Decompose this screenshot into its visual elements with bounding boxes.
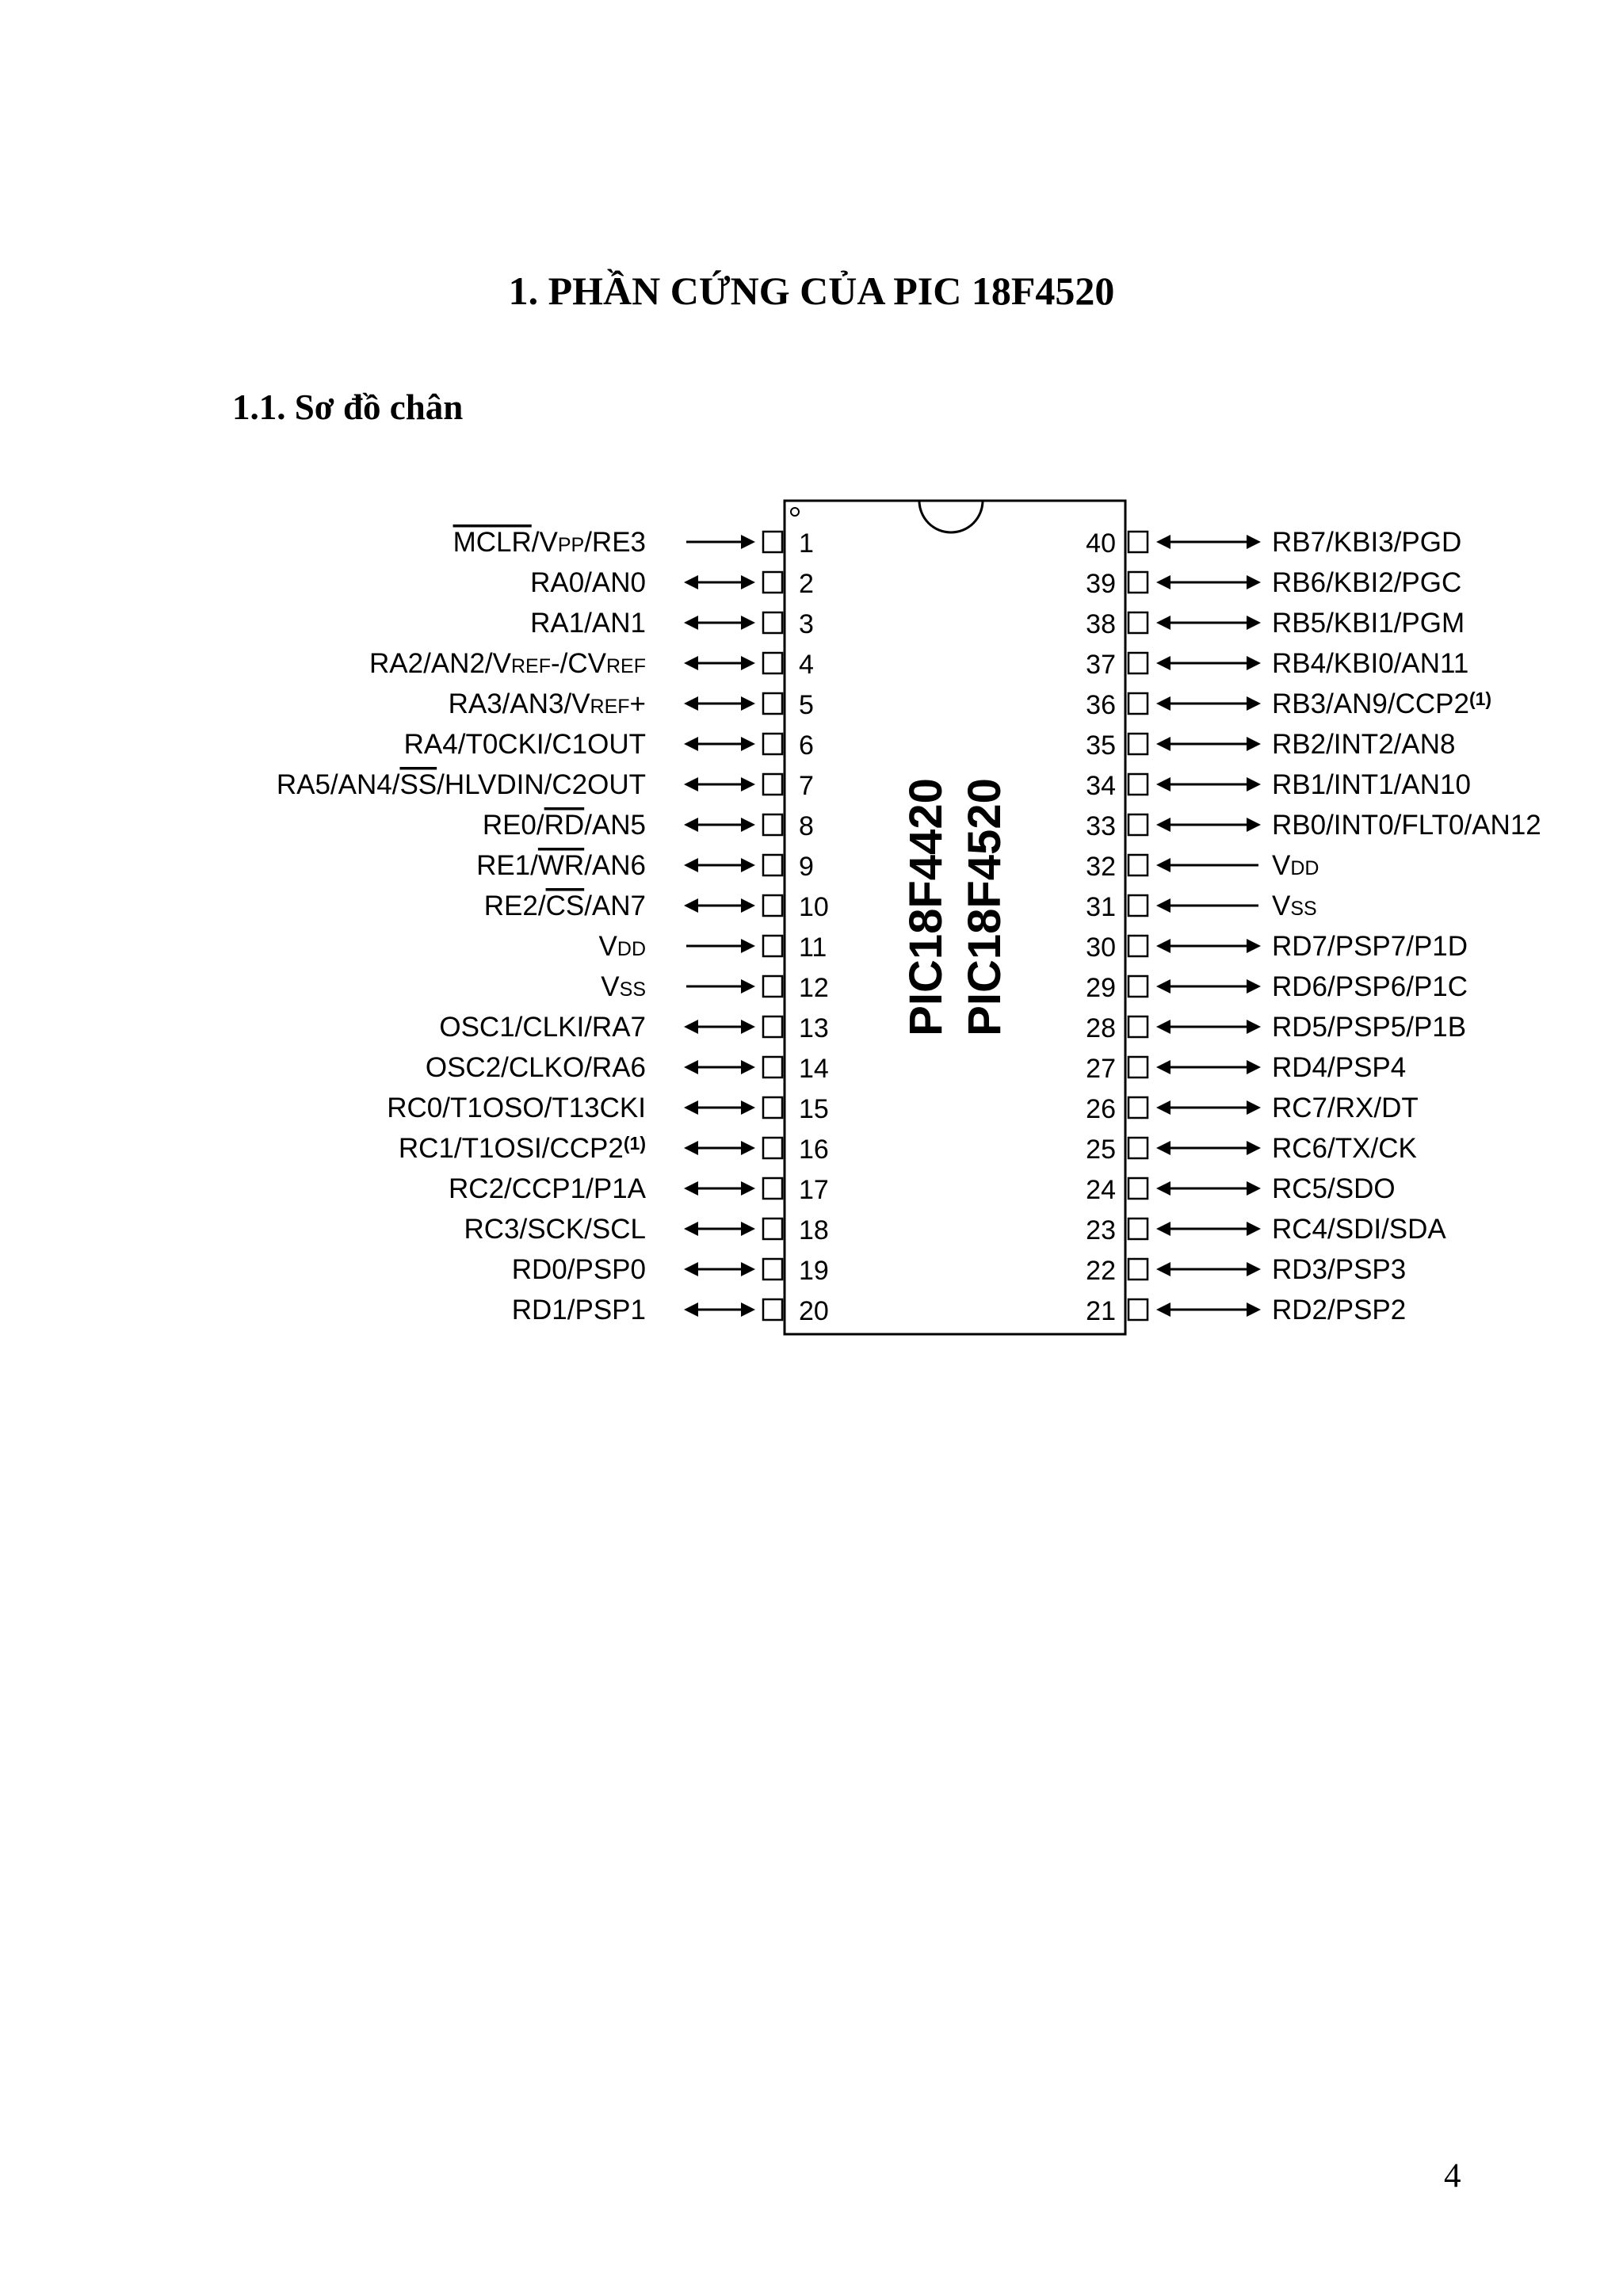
pin-pad [1128, 1219, 1148, 1239]
chip-name-4420: PIC18F4420 [900, 778, 952, 1036]
label-seg: RB3/AN9/CCP2 [1272, 688, 1469, 719]
pin-pad [1128, 976, 1148, 997]
pin-label [404, 729, 646, 760]
pin-number: 35 [1086, 730, 1116, 761]
pin-pad [1128, 572, 1148, 593]
pin-label [453, 527, 646, 558]
pin-23 [1086, 1214, 1446, 1245]
pin-number: 34 [1086, 771, 1116, 801]
label-seg: OSC1/CLKI/RA7 [439, 1012, 646, 1043]
label-seg: DD [617, 938, 646, 960]
pin-label [1272, 1012, 1466, 1043]
pin-label [1272, 971, 1468, 1002]
pin-label [1272, 729, 1455, 760]
pin-label [1272, 527, 1461, 558]
pin-35 [1086, 729, 1455, 761]
pin-pad [1128, 612, 1148, 633]
label-seg: (1) [1468, 688, 1492, 709]
label-seg: RB5/KBI1/PGM [1272, 608, 1465, 639]
label-seg: WR [537, 850, 585, 881]
label-seg: RA0/AN0 [530, 567, 646, 598]
label-seg: -/CV [551, 648, 606, 679]
label-seg: RC4/SDI/SDA [1272, 1214, 1446, 1245]
label-seg: RB7/KBI3/PGD [1272, 527, 1462, 558]
pin-37 [1086, 648, 1468, 680]
pin-label [1272, 648, 1468, 679]
pin-34 [1086, 769, 1471, 801]
pin-number: 15 [799, 1094, 829, 1124]
pin-5 [449, 688, 814, 720]
pin-label [1272, 1133, 1417, 1164]
label-seg: SS [1290, 898, 1317, 920]
pin-11 [599, 931, 827, 963]
label-seg: /HLVDIN/C2OUT [437, 769, 646, 800]
pin-pad [1128, 1259, 1148, 1280]
pin-label [1272, 1052, 1406, 1083]
label-seg: RC6/TX/CK [1272, 1133, 1417, 1164]
pin-2 [530, 567, 814, 599]
pin-label [464, 1214, 646, 1245]
label-seg: RA5/AN4/ [276, 769, 400, 800]
pin-pad [1128, 855, 1148, 875]
label-seg: RB2/INT2/AN8 [1272, 729, 1456, 760]
label-seg: RA1/AN1 [530, 608, 646, 639]
pin-pad [1128, 532, 1148, 552]
pin-label [1272, 891, 1317, 921]
pin-number: 13 [799, 1013, 829, 1043]
pin-number: 3 [799, 609, 814, 639]
label-seg: RC5/SDO [1272, 1173, 1396, 1204]
label-seg: /RE3 [584, 527, 646, 558]
pin-30 [1086, 931, 1468, 963]
pin-number: 6 [799, 730, 814, 761]
pin-15 [387, 1093, 829, 1124]
pin-4 [369, 648, 814, 680]
label-seg: CS [545, 891, 585, 921]
label-seg: RE0/ [482, 810, 544, 841]
pin-number: 28 [1086, 1013, 1116, 1043]
pin-pad [1128, 1138, 1148, 1158]
pin-label [1272, 567, 1461, 598]
pin-pad [763, 976, 782, 997]
label-seg: RC1/T1OSI/CCP2 [398, 1133, 624, 1164]
pin-label [1272, 688, 1491, 719]
pin-label [1272, 1214, 1446, 1245]
pin-1 [453, 527, 814, 559]
pin-number: 8 [799, 811, 814, 841]
label-seg: SS [619, 978, 646, 1001]
label-seg: RD0/PSP0 [511, 1254, 646, 1285]
pin-label [599, 931, 646, 962]
pin-12 [601, 971, 829, 1003]
pin-label [426, 1052, 646, 1083]
pin-number: 39 [1086, 569, 1116, 599]
pin-label [484, 891, 646, 921]
label-seg: RC3/SCK/SCL [464, 1214, 646, 1245]
pin-21 [1086, 1295, 1406, 1326]
pin-29 [1086, 971, 1468, 1003]
label-seg: RC2/CCP1/P1A [449, 1173, 646, 1204]
pin-pad [1128, 1057, 1148, 1077]
pin-number: 20 [799, 1296, 829, 1326]
label-seg: REF [606, 655, 646, 677]
pin-pad [763, 936, 782, 956]
pin-pad [763, 1178, 782, 1199]
pin-label [369, 648, 646, 679]
label-seg: RB6/KBI2/PGC [1272, 567, 1462, 598]
pin-pad [1128, 936, 1148, 956]
label-seg: RC0/T1OSO/T13CKI [387, 1093, 646, 1123]
label-seg: + [629, 688, 646, 719]
pin-diagram [0, 475, 1623, 1347]
label-seg: RD5/PSP5/P1B [1272, 1012, 1467, 1043]
pin1-dot [791, 508, 799, 516]
pin-number: 26 [1086, 1094, 1116, 1124]
pin-label [277, 769, 646, 800]
label-seg: RE1/ [476, 850, 538, 881]
label-seg: /AN7 [584, 891, 646, 921]
pin-pad [763, 1097, 782, 1118]
pin-39 [1086, 567, 1461, 599]
pin-28 [1086, 1012, 1466, 1043]
pin-number: 33 [1086, 811, 1116, 841]
label-seg: RD7/PSP7/P1D [1272, 931, 1468, 962]
label-seg: RB1/INT1/AN10 [1272, 769, 1471, 800]
pin-number: 36 [1086, 690, 1116, 720]
pin-number: 17 [799, 1175, 829, 1205]
chip-body [785, 501, 1125, 1334]
label-seg: /AN5 [584, 810, 646, 841]
pin-label [530, 567, 646, 598]
pin-pad [763, 653, 782, 673]
label-seg: RC7/RX/DT [1272, 1093, 1419, 1123]
label-seg: RB4/KBI0/AN11 [1272, 648, 1469, 679]
pin-label [1272, 850, 1319, 881]
pin-number: 32 [1086, 852, 1116, 882]
label-seg: RD3/PSP3 [1272, 1254, 1407, 1285]
pin-number: 19 [799, 1256, 829, 1286]
pin-number: 18 [799, 1215, 829, 1245]
pin-31 [1086, 891, 1317, 922]
pin-label [483, 810, 646, 841]
pin-pad [763, 734, 782, 754]
pin-pad [1128, 1016, 1148, 1037]
pin-24 [1086, 1173, 1395, 1205]
label-seg: RE2/ [483, 891, 546, 921]
pin-number: 16 [799, 1135, 829, 1165]
pin-label [1272, 1173, 1396, 1204]
pin-label [530, 608, 646, 639]
pin-pad [1128, 1178, 1148, 1199]
pin-number: 12 [799, 973, 829, 1003]
pin-number: 38 [1086, 609, 1116, 639]
pin-number: 14 [799, 1054, 829, 1084]
section-heading: 1.1. Sơ đồ chân [232, 387, 464, 427]
label-seg: RA3/AN3/V [448, 688, 590, 719]
pin-label [512, 1295, 646, 1325]
pin-label [1272, 1295, 1406, 1325]
label-seg: RD2/PSP2 [1272, 1295, 1407, 1325]
pin-number: 7 [799, 771, 814, 801]
label-seg: RD6/PSP6/P1C [1272, 971, 1468, 1002]
pin-20 [512, 1295, 829, 1326]
pin-number: 4 [799, 650, 814, 680]
pin-36 [1086, 688, 1491, 720]
pin-label [449, 688, 646, 719]
pin-14 [426, 1052, 829, 1084]
label-seg: RD [544, 810, 585, 841]
pin-number: 37 [1086, 650, 1116, 680]
pin-number: 11 [799, 933, 827, 963]
pin-label [1272, 810, 1541, 841]
pin-label [1272, 1254, 1406, 1285]
pin-label [1272, 1093, 1419, 1123]
label-seg: MCLR [453, 527, 532, 558]
pin-9 [476, 850, 814, 882]
pin-pad [1128, 693, 1148, 714]
label-seg: REF [511, 655, 551, 677]
label-seg: RD1/PSP1 [511, 1295, 646, 1325]
pin-label [1272, 931, 1468, 962]
pin-number: 31 [1086, 892, 1116, 922]
label-seg: /AN6 [584, 850, 646, 881]
pin-13 [439, 1012, 828, 1043]
pin-40 [1086, 527, 1461, 559]
chip-name-4520: PIC18F4520 [959, 778, 1010, 1036]
pin-22 [1086, 1254, 1406, 1286]
pin-17 [449, 1173, 829, 1205]
pin-pad [763, 774, 782, 795]
pin-pad [1128, 1097, 1148, 1118]
pin-pad [763, 855, 782, 875]
pin-33 [1086, 810, 1541, 841]
pin-number: 30 [1086, 933, 1116, 963]
label-seg: V [1272, 850, 1291, 881]
pin-16 [399, 1133, 829, 1165]
pin-number: 10 [799, 892, 829, 922]
pin-pad [1128, 1299, 1148, 1320]
pin-pad [1128, 734, 1148, 754]
label-seg: REF [590, 696, 630, 718]
pin-18 [464, 1214, 828, 1245]
pin-pad [1128, 653, 1148, 673]
pin-number: 25 [1086, 1135, 1116, 1165]
pin-label [601, 971, 646, 1002]
pin-38 [1086, 608, 1465, 639]
pin-pad [763, 1057, 782, 1077]
pin-number: 23 [1086, 1215, 1116, 1245]
pin-label [512, 1254, 646, 1285]
pin-25 [1086, 1133, 1417, 1165]
pin-label [387, 1093, 646, 1123]
pin-pad [1128, 895, 1148, 916]
pin-pad [763, 1259, 782, 1280]
pin-pad [1128, 814, 1148, 835]
label-seg: V [1272, 891, 1291, 921]
pin-label [1272, 769, 1471, 800]
pin-label [399, 1133, 646, 1164]
pin-number: 9 [799, 852, 814, 882]
pin-pad [763, 693, 782, 714]
page-number: 4 [1444, 2157, 1461, 2195]
pin-number: 24 [1086, 1175, 1116, 1205]
label-seg: OSC2/CLKO/RA6 [425, 1052, 646, 1083]
pin-label [1272, 608, 1465, 639]
pin-pad [763, 1299, 782, 1320]
pin-pad [763, 532, 782, 552]
label-seg: RA4/T0CKI/C1OUT [403, 729, 646, 760]
pin-pad [1128, 774, 1148, 795]
pin-pad [763, 612, 782, 633]
pin-number: 27 [1086, 1054, 1116, 1084]
pin-label [476, 850, 646, 881]
pin-number: 21 [1086, 1296, 1116, 1326]
pin-number: 40 [1086, 528, 1116, 559]
label-seg: SS [399, 769, 437, 800]
pin-label [439, 1012, 646, 1043]
pin-7 [277, 769, 814, 801]
pin-pad [763, 572, 782, 593]
page-title: 1. PHẦN CỨNG CỦA PIC 18F4520 [508, 269, 1115, 313]
pin-number: 29 [1086, 973, 1116, 1003]
label-seg: DD [1290, 857, 1319, 879]
pin-27 [1086, 1052, 1406, 1084]
label-seg: RA2/AN2/V [369, 648, 511, 679]
pin-pad [763, 1219, 782, 1239]
label-seg: RB0/INT0/FLT0/AN12 [1272, 810, 1541, 841]
pin-8 [483, 810, 814, 841]
pin-pad [763, 1016, 782, 1037]
label-seg: V [601, 971, 620, 1002]
pin-number: 22 [1086, 1256, 1116, 1286]
pin-10 [484, 891, 829, 922]
pin-number: 1 [799, 528, 814, 559]
pin-19 [512, 1254, 829, 1286]
label-seg: (1) [623, 1132, 646, 1154]
pin-6 [404, 729, 814, 761]
pin-3 [530, 608, 814, 639]
pin-pad [763, 895, 782, 916]
label-seg: /V [531, 527, 558, 558]
pin-number: 5 [799, 690, 814, 720]
pin-32 [1086, 850, 1319, 882]
pin-label [449, 1173, 647, 1204]
pin-number: 2 [799, 569, 814, 599]
pin-pad [763, 814, 782, 835]
pin-26 [1086, 1093, 1419, 1124]
label-seg: PP [557, 534, 585, 556]
label-seg: RD4/PSP4 [1272, 1052, 1407, 1083]
label-seg: V [598, 931, 617, 962]
chip-notch [919, 501, 983, 532]
pin-pad [763, 1138, 782, 1158]
